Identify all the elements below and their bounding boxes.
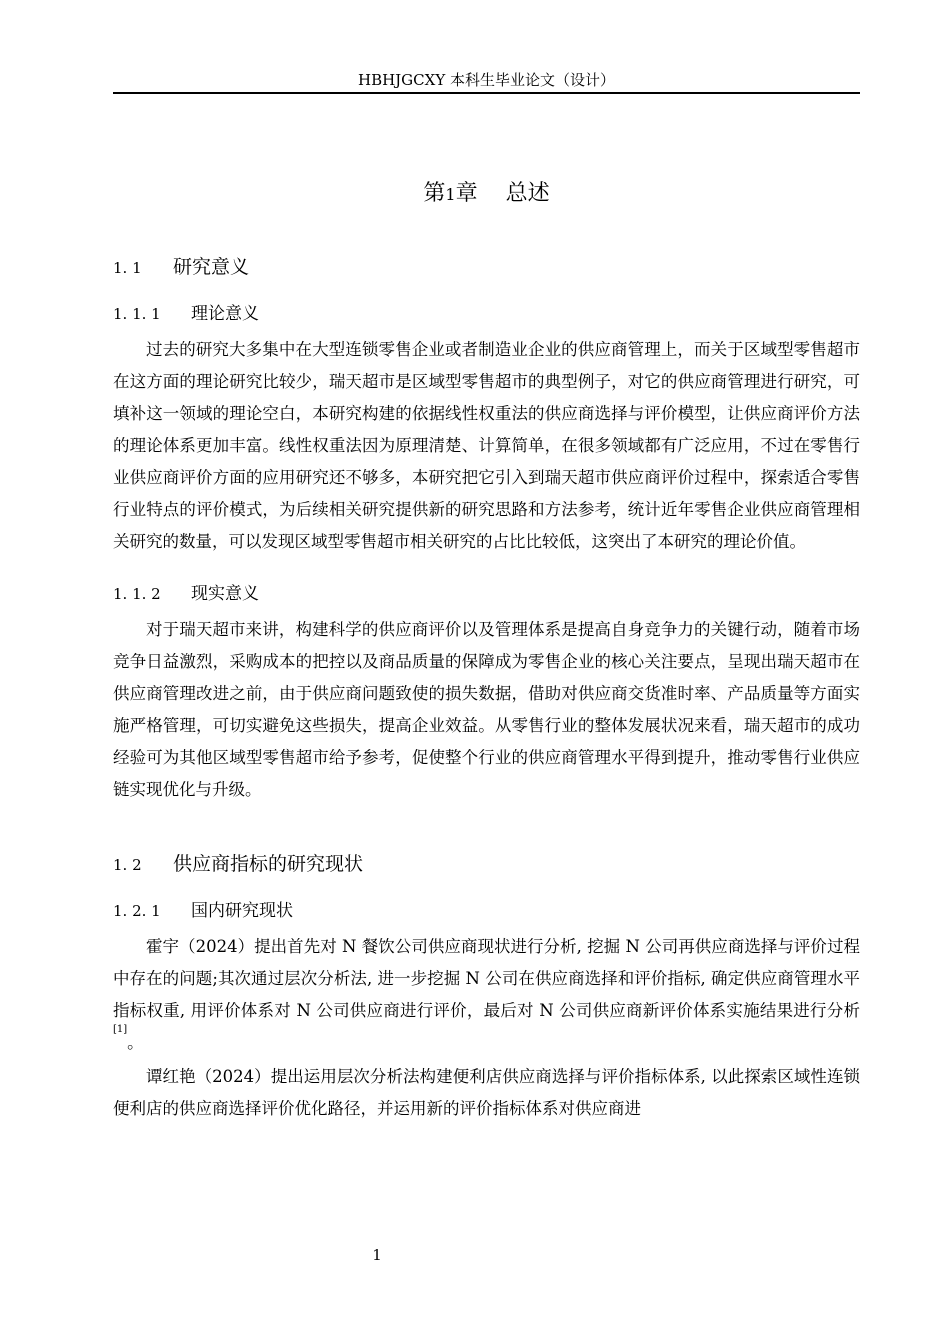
page-number: 1 [372,1246,382,1264]
paragraph-text: 霍宇（2024）提出首先对 N 餐饮公司供应商现状进行分析, 挖掘 N 公司再供应商选择与评价过程中存在的问题;其次通过层次分析法, 进一步挖掘 N 公司在供应商选择和评价指标, 确定供应商管理水平指标权重, 用评价体系对 N 公司供应商进行评价，最后对 N 公司供应商新评价体系实施结果进行分析 [113,937,860,1020]
section-heading-1-1 [113,247,860,288]
paragraph-theoretical-significance: 过去的研究大多集中在大型连锁零售企业或者制造业企业的供应商管理上，而关于区域型零售超市在这方面的理论研究比较少，瑞天超市是区域型零售超市的典型例子，对它的供应商管理进行研究，可填补这一领域的理论空白，本研究构建的依据线性权重法的供应商选择与评价模型，让供应商评价方法的理论体系更加丰富。线性权重法因为原理清楚、计算简单，在很多领域都有广泛应用，不过在零售行业供应商评价方面的应用研究还不够多，本研究把它引入到瑞天超市供应商评价过程中，探索适合零售行业特点的评价模式，为后续相关研究提供新的研究思路和方法参考，统计近年零售企业供应商管理相关研究的数量，可以发现区域型零售超市相关研究的占比比较低，这突出了本研究的理论价值。 [113,340,860,551]
page-content [113,170,860,1125]
section-number: 1. 1 [113,259,142,277]
subsection-heading-1-1-1 [113,296,860,332]
paragraph-domestic-research-2: 谭红艳（2024）提出运用层次分析法构建便利店供应商选择与评价指标体系, 以此探索区域性连锁便利店的供应商选择评价优化路径，并运用新的评价指标体系对供应商进 [113,1067,860,1118]
chapter-name: 总述 [505,181,550,206]
subsection-heading-1-2-1 [113,893,860,929]
chapter-prefix: 第 [423,181,446,206]
paragraph-domestic-research-1 [113,931,860,1059]
section-number: 1. 2 [113,856,142,874]
chapter-title [113,170,860,219]
subsection-number: 1. 1. 2 [113,585,161,603]
subsection-title: 国内研究现状 [191,901,293,921]
subsection-heading-1-1-2 [113,576,860,612]
running-header: HBHJGCXY 本科生毕业论文（设计） [357,71,615,89]
subsection-number: 1. 2. 1 [113,902,161,920]
subsection-title: 理论意义 [191,304,259,324]
subsection-title: 现实意义 [191,584,259,604]
chapter-number: 1 [445,185,456,204]
paragraph-end-punctuation: 。 [127,1033,144,1052]
header-rule [113,92,860,94]
paragraph-practical-significance: 对于瑞天超市来讲，构建科学的供应商评价以及管理体系是提高自身竞争力的关键行动，随着市场竞争日益激烈，采购成本的把控以及商品质量的保障成为零售企业的核心关注要点，呈现出瑞天超市在供应商管理改进之前，由于供应商问题致使的损失数据，借助对供应商交货准时率、产品质量等方面实施严格管理，可切实避免这些损失，提高企业效益。从零售行业的整体发展状况来看，瑞天超市的成功经验可为其他区域型零售超市给予参考，促使整个行业的供应商管理水平得到提升，推动零售行业供应链实现优化与升级。 [113,620,860,799]
citation-reference[interactable]: [1] [113,1024,128,1035]
section-title: 研究意义 [173,256,250,278]
section-title: 供应商指标的研究现状 [173,853,364,875]
section-heading-1-2 [113,844,860,885]
subsection-number: 1. 1. 1 [113,305,161,323]
chapter-suffix: 章 [455,181,478,206]
